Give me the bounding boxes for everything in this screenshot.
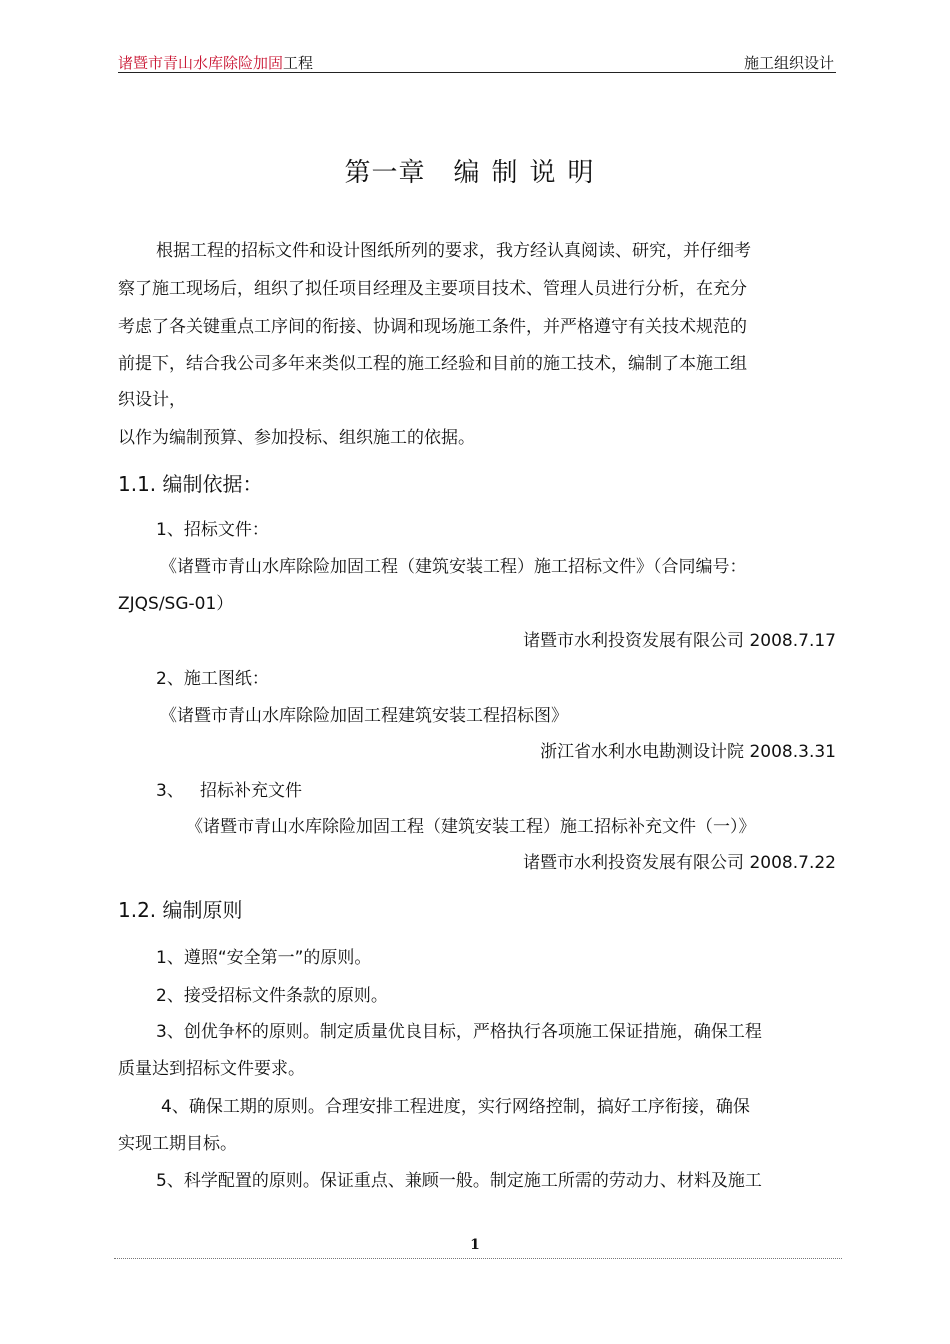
principle-1: 1、遵照“安全第一”的原则。	[156, 948, 372, 968]
intro-line-4: 前提下，结合我公司多年来类似工程的施工经验和目前的施工技术，编制了本施工组	[118, 354, 747, 374]
section-heading-basis: 1.1. 编制依据：	[118, 472, 263, 496]
basis-item-2-text: 《诸暨市青山水库除险加固工程建筑安装工程招标图》	[160, 706, 568, 726]
page-header	[118, 50, 836, 73]
basis-item-3-text: 《诸暨市青山水库除险加固工程（建筑安装工程）施工招标补充文件（一）》	[186, 817, 756, 837]
principle-4-line-2: 实现工期目标。	[118, 1134, 237, 1154]
header-project-title	[118, 52, 313, 73]
intro-line-3: 考虑了各关键重点工序间的衔接、协调和现场施工条件，并严格遵守有关技术规范的	[118, 317, 747, 337]
intro-line-6: 以作为编制预算、参加投标、组织施工的依据。	[118, 428, 475, 448]
footer-divider	[114, 1258, 842, 1259]
basis-item-1-source: 诸暨市水利投资发展有限公司 2008.7.17	[523, 631, 836, 651]
page-number: 1	[470, 1237, 480, 1253]
basis-item-1-text: 《诸暨市青山水库除险加固工程（建筑安装工程）施工招标文件》（合同编号：	[160, 557, 747, 577]
principle-4-line-1: 4、确保工期的原则。合理安排工程进度，实行网络控制，搞好工序衔接，确保	[161, 1097, 750, 1117]
intro-line-1: 根据工程的招标文件和设计图纸所列的要求，我方经认真阅读、研究，并仔细考	[156, 241, 751, 261]
chapter-title	[0, 152, 950, 189]
basis-item-3-source: 诸暨市水利投资发展有限公司 2008.7.22	[523, 853, 836, 873]
basis-item-1-label: 1、招标文件：	[156, 520, 269, 540]
basis-item-2-source: 浙江省水利水电勘测设计院 2008.3.31	[540, 742, 836, 762]
header-project-suffix: 工程	[283, 54, 314, 72]
principle-5-line-1: 5、科学配置的原则。保证重点、兼顾一般。制定施工所需的劳动力、材料及施工	[156, 1171, 762, 1191]
basis-item-3-label: 3、 招标补充文件	[156, 781, 303, 801]
chapter-number: 第一章	[344, 158, 426, 188]
principle-3-line-2: 质量达到招标文件要求。	[118, 1059, 305, 1079]
chapter-name: 编制说明	[453, 158, 606, 188]
basis-item-1-contract: ZJQS/SG-01）	[118, 594, 234, 614]
header-project-name: 诸暨市青山水库除险加固	[118, 54, 284, 72]
section-heading-principles: 1.2. 编制原则	[118, 898, 243, 922]
principle-3-line-1: 3、创优争杯的原则。制定质量优良目标，严格执行各项施工保证措施，确保工程	[156, 1022, 762, 1042]
intro-line-2: 察了施工现场后，组织了拟任项目经理及主要项目技术、管理人员进行分析，在充分	[118, 279, 747, 299]
header-doc-type: 施工组织设计	[743, 54, 834, 72]
principle-2: 2、接受招标文件条款的原则。	[156, 986, 388, 1006]
intro-line-5: 织设计，	[118, 390, 186, 410]
basis-item-2-label: 2、施工图纸：	[156, 669, 269, 689]
